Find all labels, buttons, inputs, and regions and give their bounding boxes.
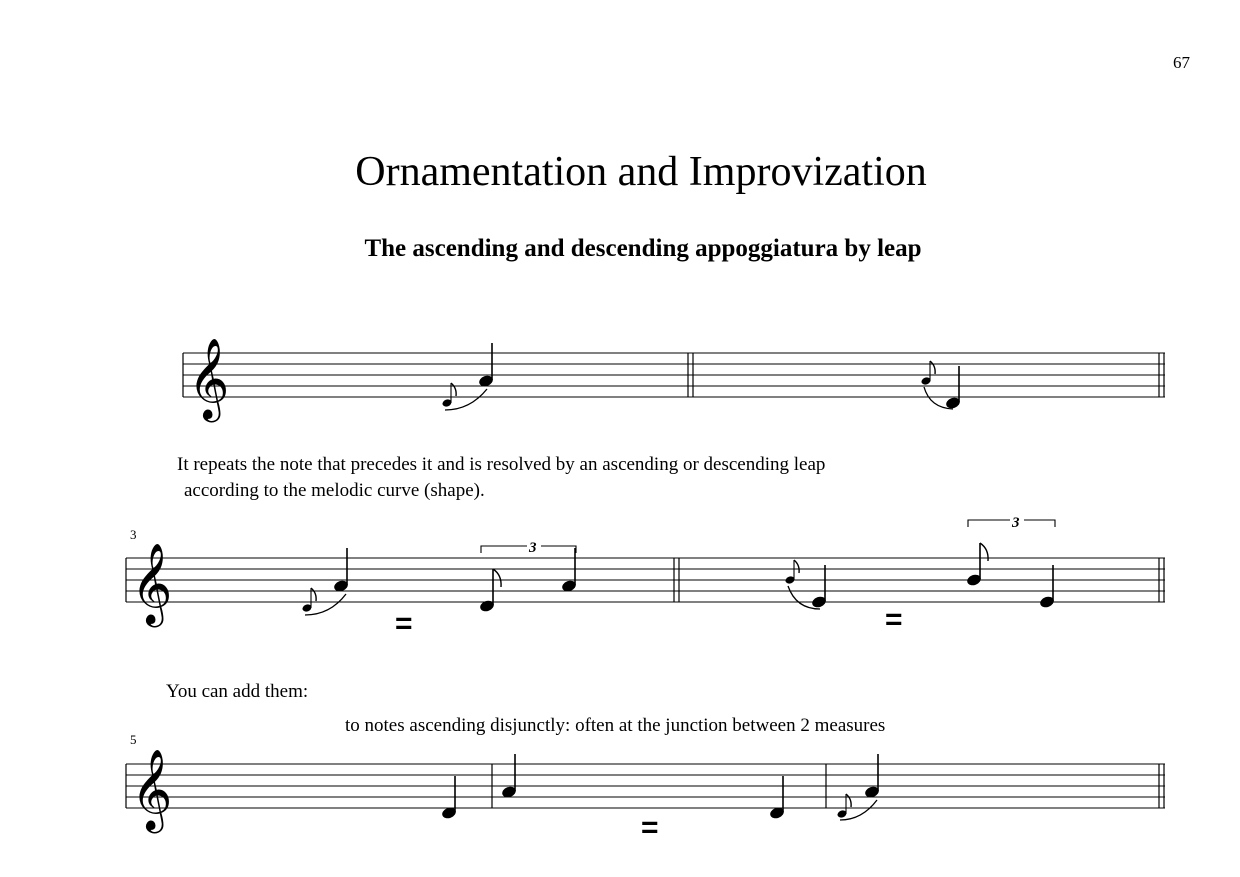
quarter-note	[864, 754, 881, 799]
equals-sign: =	[395, 607, 413, 640]
treble-clef-icon: 𝄞	[188, 337, 230, 419]
staff-system-3	[126, 748, 1165, 844]
quarter-note	[441, 776, 458, 820]
staff-system-1	[183, 337, 1165, 422]
measure-number-3: 3	[130, 527, 137, 542]
tuplet-number: 3	[1012, 515, 1020, 531]
treble-clef-icon: 𝄞	[131, 542, 173, 624]
equals-sign: =	[885, 603, 903, 636]
grace-note	[785, 560, 800, 585]
page-number: 67	[1173, 53, 1190, 72]
description-line-1: It repeats the note that precedes it and is resolved by an ascending or descending leap	[177, 454, 826, 475]
grace-note	[921, 361, 936, 386]
quarter-note	[811, 565, 828, 609]
quarter-note	[501, 754, 518, 799]
quarter-note	[333, 548, 350, 593]
grace-note	[302, 588, 317, 613]
measure-number-5: 5	[130, 732, 137, 747]
equals-sign: =	[641, 811, 659, 844]
quarter-note	[561, 548, 578, 593]
staff-lines-1	[183, 353, 1165, 397]
usage-detail: to notes ascending disjunctly: often at the junction between 2 measures	[345, 715, 886, 736]
section-subtitle: The ascending and descending appoggiatura by leap	[364, 235, 922, 262]
grace-note	[837, 794, 852, 819]
staff-lines-2	[126, 558, 1165, 602]
usage-intro: You can add them:	[166, 681, 309, 702]
description-line-2: according to the melodic curve (shape).	[184, 480, 485, 501]
quarter-note	[478, 343, 495, 388]
grace-note	[442, 383, 457, 408]
staff-system-2	[126, 515, 1165, 640]
quarter-note	[1039, 565, 1056, 609]
page-title: Ornamentation and Improvization	[355, 149, 927, 195]
treble-clef-icon: 𝄞	[131, 748, 173, 830]
quarter-note	[769, 776, 786, 820]
quarter-note	[945, 366, 962, 410]
tuplet-number: 3	[529, 540, 537, 556]
staff-lines-3	[126, 764, 1165, 808]
